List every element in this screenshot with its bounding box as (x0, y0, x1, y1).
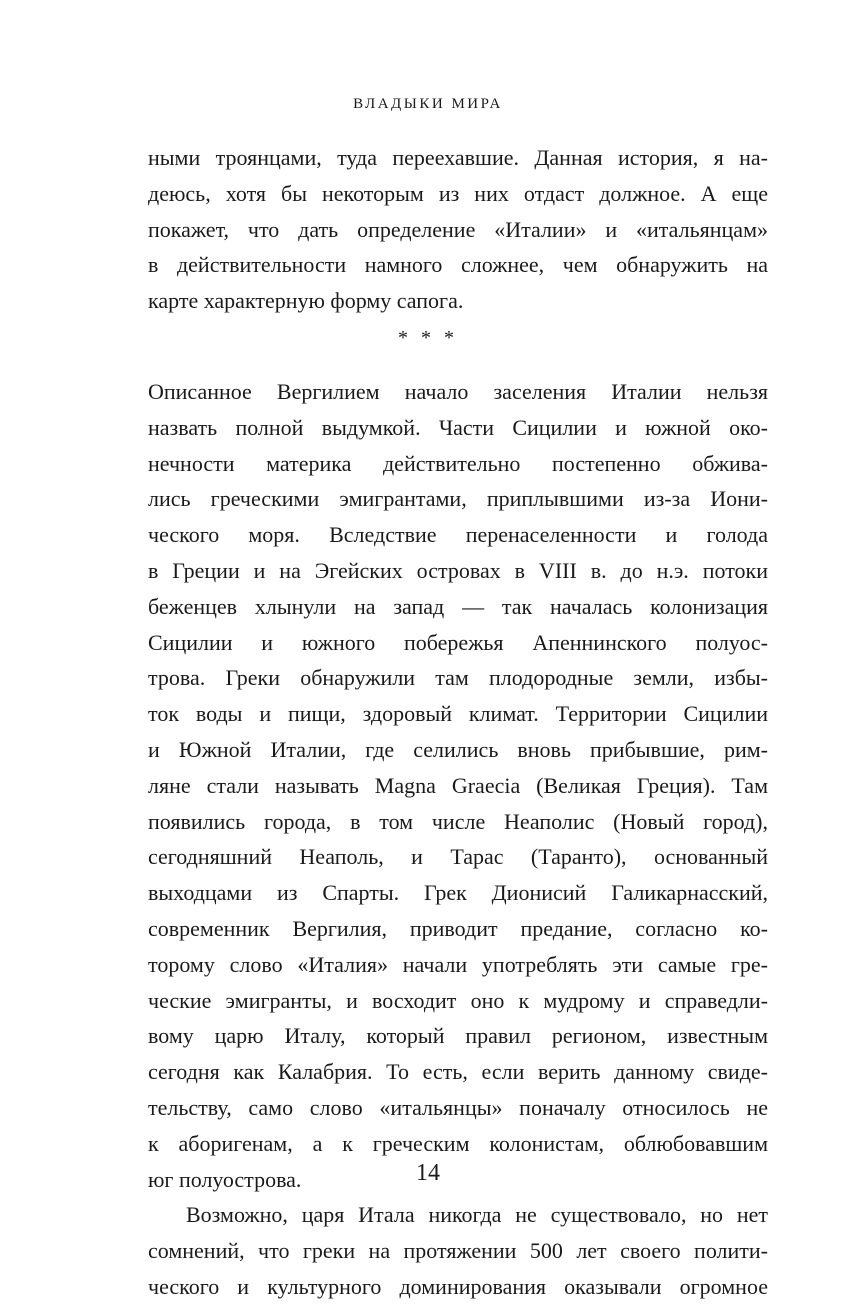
text-line: ческого и культурного доминирования оказывали огромное (148, 1273, 768, 1299)
text-line: беженцев хлынули на запад — так началась колонизация (148, 593, 768, 619)
text-line: карте характерную форму сапога. (148, 288, 464, 314)
text-line: вому царю Италу, который правил регионом, известным (148, 1023, 768, 1049)
text-line: сомнений, что греки на протяжении 500 лет своего полити- (148, 1238, 768, 1264)
text-line: лись греческими эмигрантами, приплывшими из-за Иони- (148, 486, 768, 512)
text-line: ческие эмигранты, и восходит оно к мудрому и справедли- (148, 987, 768, 1013)
text-line: Возможно, царя Итала никогда не существовало, но нет (186, 1202, 768, 1228)
text-line: тельству, само слово «итальянцы» поначалу относилось не (148, 1094, 768, 1120)
text-line: покажет, что дать определение «Италии» и «итальянцам» (148, 216, 768, 242)
text-line: ческого моря. Вследствие перенаселенности и голода (148, 522, 768, 548)
text-line: Сицилии и южного побережья Апеннинского полуос- (148, 629, 768, 655)
text-line: выходцами из Спарты. Грек Дионисий Галикарнасский, (148, 880, 768, 906)
text-line: сегодня как Калабрия. То есть, если верить данному свиде- (148, 1059, 768, 1085)
text-line: к аборигенам, а к греческим колонистам, облюбовавшим (148, 1130, 768, 1156)
text-line: ляне стали называть Magna Graecia (Великая Греция). Там (148, 772, 768, 798)
text-line: юг полуострова. (148, 1166, 302, 1192)
text-line: сегодняшний Неаполь, и Тарас (Таранто), основанный (148, 844, 768, 870)
text-line: назвать полной выдумкой. Части Сицилии и южной око- (148, 414, 768, 440)
text-line: деюсь, хотя бы некоторым из них отдаст должное. А еще (148, 180, 768, 206)
text-line: современник Вергилия, приводит предание, согласно ко- (148, 915, 768, 941)
text-line: в действительности намного сложнее, чем обнаружить на (148, 252, 768, 278)
text-line: в Греции и на Эгейских островах в VIII в. до н.э. потоки (148, 557, 768, 583)
text-line: ными троянцами, туда переехавшие. Данная история, я на- (148, 145, 768, 170)
paragraph-continuation (148, 140, 768, 319)
text-line: торому слово «Италия» начали употреблять эти самые гре- (148, 951, 768, 977)
text-line: появились города, в том числе Неаполис (Новый город), (148, 808, 768, 834)
text-line: нечности материка действительно постепенно обжива- (148, 450, 768, 476)
text-line: Описанное Вергилием начало заселения Италии нельзя (148, 379, 768, 404)
text-line: трова. Греки обнаружили там плодородные земли, избы- (148, 665, 768, 691)
text-line: ток воды и пищи, здоровый климат. Территории Сицилии (148, 701, 768, 727)
page-number: 14 (416, 1160, 440, 1186)
running-header: ВЛАДЫКИ МИРА (353, 96, 503, 112)
text-line: и Южной Италии, где селились вновь прибывшие, рим- (148, 736, 768, 762)
section-separator: * * * (398, 327, 458, 349)
